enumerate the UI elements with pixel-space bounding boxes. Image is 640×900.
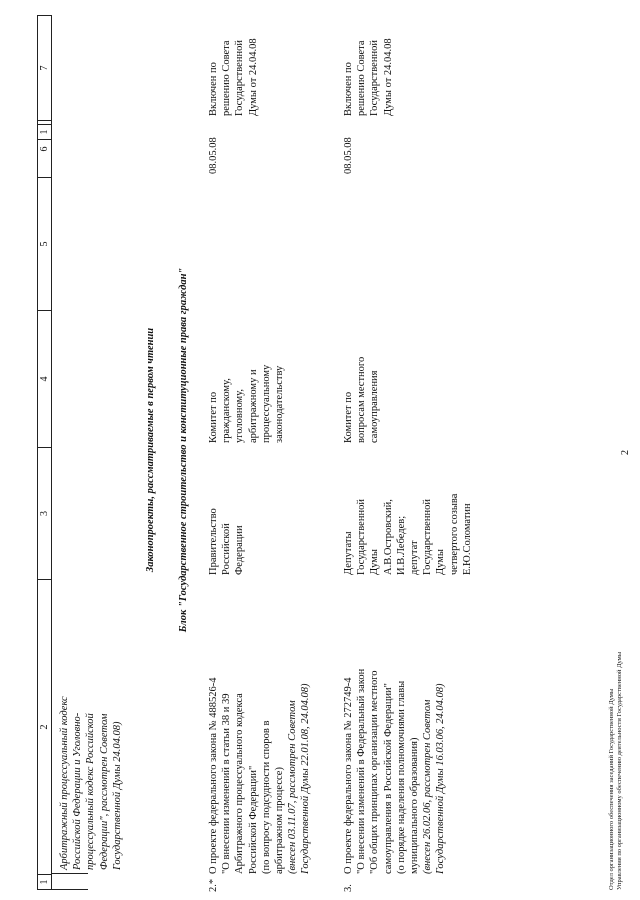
committee-line: процессуальному — [260, 364, 272, 443]
author-line: Государственной — [422, 499, 434, 575]
header-col-1: 1 — [37, 124, 52, 140]
author-line: А.В.Островский, — [382, 499, 394, 575]
bill-title-line: арбитражном процессе) — [274, 767, 286, 874]
continuation-text — [58, 585, 124, 870]
bill-committee — [207, 310, 286, 443]
committee-line: самоуправления — [369, 370, 381, 443]
bill-title-line: Арбитражного процессуального кодекса — [234, 693, 246, 874]
header-col-3: 3 — [37, 447, 52, 579]
status-line: решению Совета — [356, 40, 368, 116]
author-line: Российской — [221, 523, 233, 575]
bill-title-line: О проекте федерального закона № 272749-4 — [343, 677, 354, 874]
header-col-1b: 1 — [37, 874, 52, 890]
author-line: Федерации — [234, 525, 246, 575]
header-col-5: 5 — [37, 177, 52, 310]
author-line: Депутаты — [343, 531, 354, 575]
continuation-line: Государственной Думы 24.04.08) — [111, 721, 123, 870]
author-line: депутат — [409, 540, 421, 575]
bill-author — [342, 447, 474, 575]
section-title: Законопроекты, рассматриваемые в первом чтении — [145, 327, 156, 573]
header-col-4: 4 — [37, 310, 52, 447]
bill-title-line: "Об общих принципах организации местного — [369, 670, 381, 874]
bill-title-line: О проекте федерального закона № 488526-4 — [208, 677, 219, 874]
row-number: 3. — [343, 884, 354, 892]
status-line: Думы от 24.04.08 — [247, 38, 259, 116]
header-col-6: 6 — [37, 120, 52, 177]
header-col-7: 7 — [37, 15, 52, 120]
row-number: 2.* — [208, 878, 219, 892]
bill-committee — [342, 310, 382, 443]
committee-line: вопросам местного — [356, 356, 368, 443]
bill-note-line: (внесен 03.11.07, рассмотрен Советом — [287, 700, 299, 874]
bill-status — [207, 16, 260, 116]
status-line: Государственной — [234, 40, 246, 116]
committee-line: уголовному, — [234, 389, 246, 443]
bill-title-line: (о порядке наделения полномочиями главы — [395, 680, 407, 874]
author-line: Е.Ю.Соломатин — [461, 503, 473, 575]
bill-title — [207, 584, 313, 874]
status-line: решению Совета — [221, 40, 233, 116]
status-line: Включен по — [343, 62, 354, 116]
page-number: 2 — [620, 450, 631, 455]
bill-note-line: Государственной Думы 16.03.06, 24.04.08) — [435, 683, 447, 874]
bill-title-line: "О внесении изменений в статьи 38 и 39 — [221, 693, 233, 874]
continuation-line: процессуальный кодекс Российской — [85, 713, 97, 870]
footer — [608, 652, 624, 890]
committee-line: законодательству — [274, 365, 286, 443]
bill-note-line: (внесен 26.02.06, рассмотрен Советом — [422, 699, 434, 874]
bill-date: 08.05.08 — [208, 137, 219, 174]
status-line: Думы от 24.04.08 — [382, 38, 394, 116]
continuation-line: Российской Федерации и Уголовно- — [72, 712, 84, 870]
bill-title-line: "О внесении изменений в Федеральный закон — [356, 668, 368, 874]
continuation-line: Федерации", рассмотрен Советом — [98, 713, 110, 870]
bill-title-line: (по вопросу подсудности споров в — [260, 720, 272, 874]
committee-line: гражданскому, — [221, 378, 233, 443]
footer-line: Отдел организационного обеспечения заседаний Государственной Думы — [608, 688, 615, 890]
author-line: Думы — [369, 549, 381, 575]
bill-title-line: самоуправления в Российской Федерации" — [382, 683, 394, 874]
author-line: Правительство — [208, 508, 219, 575]
block-title: Блок "Государственное строительство и конституционные права граждан" — [178, 267, 189, 633]
author-line: Думы — [435, 549, 447, 575]
committee-line: арбитражному и — [247, 369, 259, 443]
continuation-line: Арбитражный процессуальный кодекс — [59, 696, 70, 870]
author-line: Государственной — [356, 499, 368, 575]
bill-title-line: муниципального образования) — [409, 737, 421, 874]
footer-line: Управления по организационному обеспечению деятельности Государственной Думы — [616, 651, 623, 890]
bill-title — [342, 584, 448, 874]
bill-title-line: Российской Федерации" — [247, 765, 259, 874]
status-line: Государственной — [369, 40, 381, 116]
col-border — [52, 873, 88, 874]
col-border — [52, 889, 88, 890]
bill-author — [207, 447, 247, 575]
committee-line: Комитет по — [208, 391, 219, 443]
bill-date: 08.05.08 — [343, 137, 354, 174]
bill-note-line: Государственной Думы 22.01.08, 24.04.08) — [300, 683, 312, 874]
bill-status — [342, 16, 395, 116]
header-col-2: 2 — [37, 579, 52, 874]
status-line: Включен по — [208, 62, 219, 116]
committee-line: Комитет по — [343, 391, 354, 443]
author-line: четвертого созыва — [448, 493, 460, 575]
author-line: И.В.Лебедев; — [395, 515, 407, 575]
